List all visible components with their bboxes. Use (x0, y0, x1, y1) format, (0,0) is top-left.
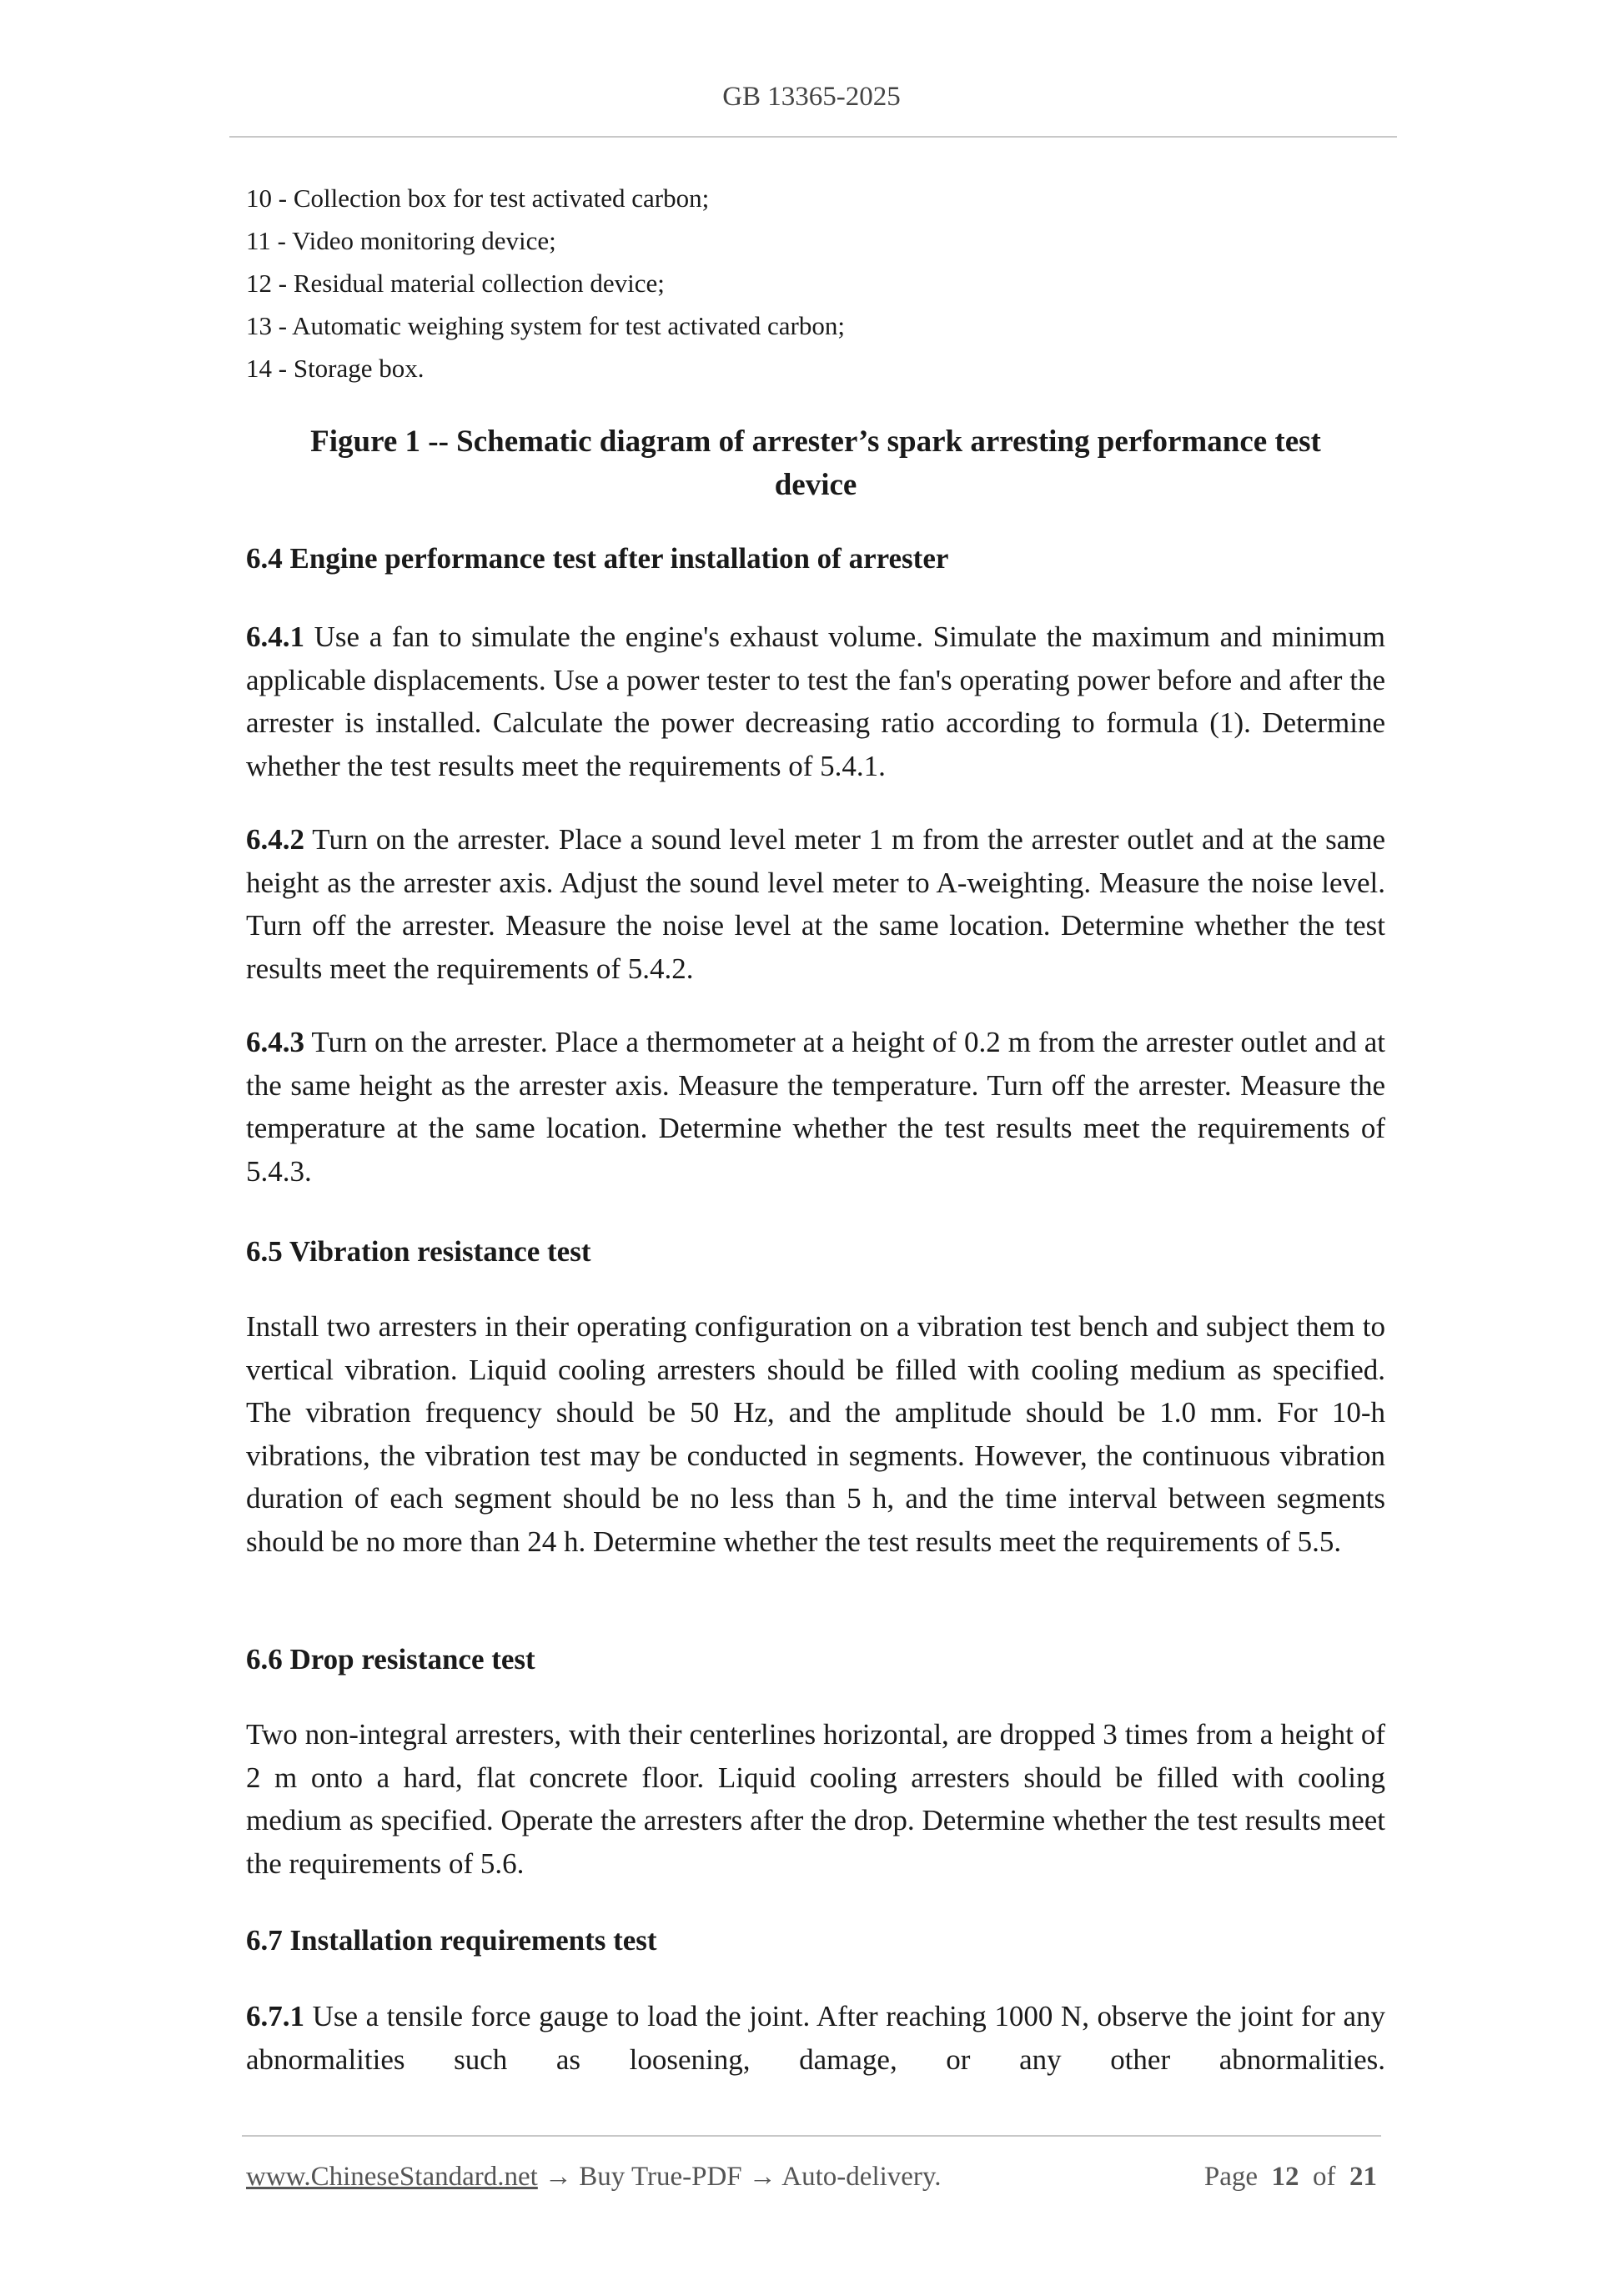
section-heading-6-6: 6.6 Drop resistance test (246, 1643, 535, 1676)
current-page: 12 (1271, 2162, 1299, 2192)
clause-number: 6.7.1 (246, 2000, 304, 2032)
clause-6-4-3 (246, 1021, 1385, 1193)
figure-caption-line2: device (774, 468, 857, 502)
legend-item: 13 - Automatic weighing system for test activated carbon; (246, 311, 845, 340)
total-pages: 21 (1349, 2162, 1377, 2192)
header-divider (229, 136, 1397, 138)
page-of-label: of (1313, 2162, 1336, 2192)
clause-6-4-1 (246, 615, 1385, 787)
legend-item: 10 - Collection box for test activated carbon; (246, 183, 710, 213)
section-heading-6-5: 6.5 Vibration resistance test (246, 1235, 591, 1268)
paragraph-6-6: Two non-integral arresters, with their centerlines horizontal, are dropped 3 times from a height of 2 m onto a hard, flat concrete floor. Liquid cooling arresters should be filled with cooling medium as specified. Operate the arresters after the drop. Determine whether the test results meet the requirements of 5.6. (246, 1718, 1385, 1880)
section-heading-6-4: 6.4 Engine performance test after installation of arrester (246, 542, 949, 575)
clause-text: Use a fan to simulate the engine's exhaust volume. Simulate the maximum and minimum applicable displacements. Use a power tester to test the fan's operating power before and after the arrester is installed. Calculate the power decreasing ratio according to formula (1). Determine whether the test results meet the requirements of 5.4.1. (246, 620, 1385, 782)
clause-number: 6.4.1 (246, 620, 304, 653)
clause-text: Use a tensile force gauge to load the joint. After reaching 1000 N, observe the joint for any abnormalities such as loosening, damage, or any other abnormalities. (246, 2000, 1385, 2076)
page-header (0, 0, 1623, 140)
page-indicator (1204, 2158, 1377, 2195)
legend-item: 11 - Video monitoring device; (246, 226, 556, 255)
clause-text: Turn on the arrester. Place a sound level meter 1 m from the arrester outlet and at the same height as the arrester axis. Adjust the sound level meter to A-weighting. Measure the noise level. Turn off the arrester. Measure the noise level at the same location. Determine whether the test results meet the requirements of 5.4.2. (246, 823, 1385, 985)
footer-divider (242, 2135, 1381, 2137)
paragraph-6-5: Install two arresters in their operating configuration on a vibration test bench and subject them to vertical vibration. Liquid cooling arresters should be filled with cooling medium as specified. The vibration frequency should be 50 Hz, and the amplitude should be 1.0 mm. For 10-h vibrations, the vibration test may be conducted in segments. However, the continuous vibration duration of each segment should be no less than 5 h, and the time interval between segments should be no more than 24 h. Determine whether the test results meet the requirements of 5.5. (246, 1310, 1385, 1558)
clause-number: 6.4.2 (246, 823, 304, 856)
document-number: GB 13365-2025 (722, 82, 901, 112)
figure-caption-line1: Figure 1 -- Schematic diagram of arrester’s spark arresting performance test (310, 425, 1321, 459)
legend-item: 14 - Storage box. (246, 354, 425, 383)
figure-caption (246, 420, 1385, 507)
section-heading-6-7: 6.7 Installation requirements test (246, 1924, 657, 1957)
clause-text: Turn on the arrester. Place a thermometer at a height of 0.2 m from the arrester outlet and at the same height as the arrester axis. Measure the temperature. Turn off the arrester. Measure the temperature at the same location. Determine whether the test results meet the requirements of 5.4.3. (246, 1026, 1385, 1188)
clause-6-7-1 (246, 1995, 1385, 2081)
clause-number: 6.4.3 (246, 1026, 304, 1058)
footer-promo (246, 2158, 942, 2195)
page-label: Page (1203, 2162, 1258, 2192)
website-link[interactable]: www.ChineseStandard.net (246, 2162, 538, 2192)
footer-promo-text: → Buy True-PDF → Auto-delivery. (537, 2162, 942, 2192)
clause-6-4-2 (246, 818, 1385, 990)
legend-item: 12 - Residual material collection device; (246, 269, 665, 298)
figure-legend (246, 177, 1385, 389)
